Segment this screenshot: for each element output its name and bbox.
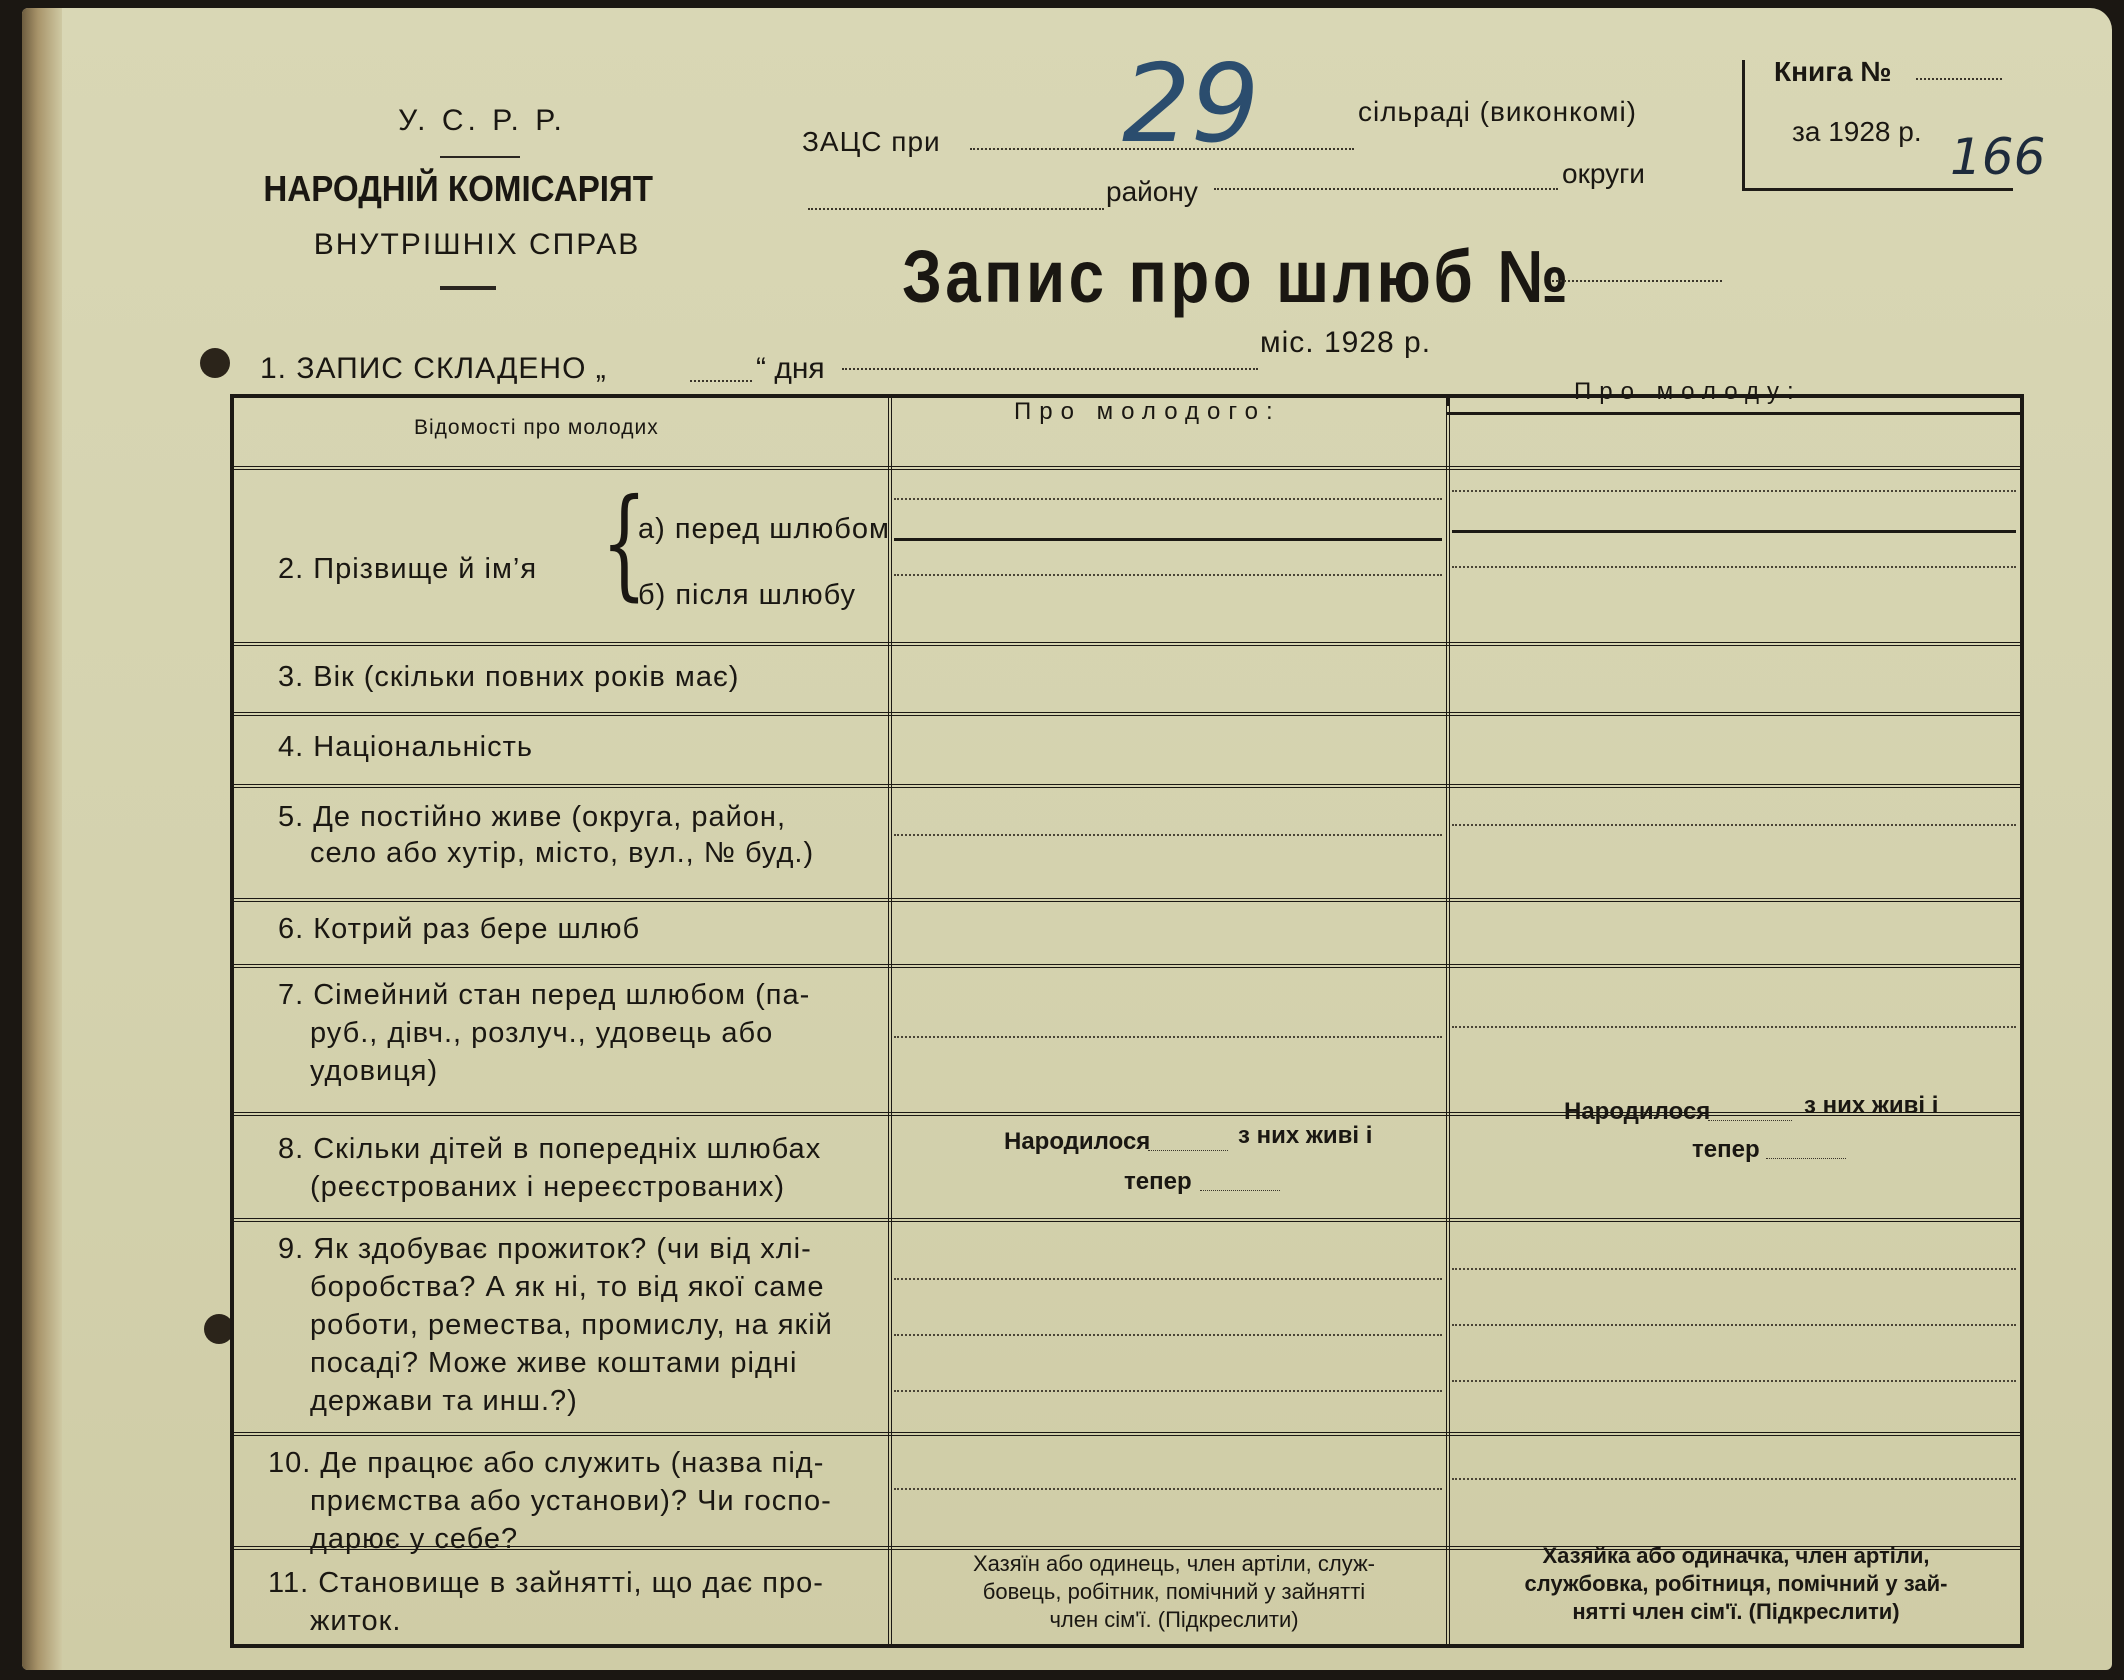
row11-line1: 11. Становище в зайнятті, що дає про- (268, 1567, 824, 1599)
book-spine (22, 8, 62, 1670)
binding-hole (200, 348, 230, 378)
record-day-field[interactable] (690, 380, 752, 382)
row-divider (234, 1112, 2020, 1116)
entry-line[interactable] (1452, 1324, 2016, 1326)
row2-before: а) перед шлюбом (638, 513, 890, 545)
entry-line[interactable] (894, 1036, 1442, 1038)
bride-children-now-field[interactable] (1766, 1158, 1846, 1159)
row11-groom-line1: Хазяїн або одинець, член артіли, служ- (973, 1551, 1375, 1576)
entry-line[interactable] (1452, 1380, 2016, 1382)
row-divider (234, 466, 2020, 470)
brace: { (601, 474, 648, 613)
entry-line[interactable] (1452, 824, 2016, 826)
handwritten-page-number: 166 (1950, 128, 2046, 186)
row9-line4: посаді? Може живе коштами рідні (310, 1347, 798, 1379)
row8-line2: (реєстрованих і нереєстрованих) (310, 1171, 786, 1203)
divider (440, 156, 520, 158)
entry-line[interactable] (894, 538, 1442, 541)
record-month-field[interactable] (842, 368, 1258, 370)
row2-after: б) після шлюбу (638, 579, 857, 611)
row7-line3: удовиця) (310, 1055, 439, 1087)
entry-line[interactable] (1452, 1268, 2016, 1270)
entry-line[interactable] (894, 574, 1442, 576)
column-divider (1446, 394, 1449, 406)
row7-line1: 7. Сімейний стан перед шлюбом (па- (278, 979, 811, 1011)
row9-line1: 9. Як здобуває прожиток? (чи від хлі- (278, 1233, 812, 1265)
entry-line[interactable] (894, 1488, 1442, 1490)
bride-children-alive: з них живі і (1804, 1092, 1939, 1119)
row-divider (234, 642, 2020, 646)
column-divider (1446, 394, 1450, 1644)
row8-line1: 8. Скільки дітей в попередніх шлюбах (278, 1133, 822, 1165)
ussr-label: У. С. Р. Р. (398, 104, 566, 137)
entry-line[interactable] (894, 498, 1442, 500)
row9-line5: держави та инш.?) (310, 1385, 578, 1417)
entry-line[interactable] (1452, 530, 2016, 533)
row11-bride-line1: Хазяйка або одиначка, член артіли, (1542, 1543, 1930, 1568)
okruha-field[interactable] (1214, 188, 1558, 190)
divider (440, 286, 496, 290)
entry-line[interactable] (894, 1390, 1442, 1392)
record-number-field[interactable] (1552, 280, 1722, 282)
entry-line[interactable] (1452, 490, 2016, 492)
entry-line[interactable] (1452, 566, 2016, 568)
handwritten-number: 29 (1122, 42, 1260, 167)
registry-page (22, 8, 2112, 1670)
row11-groom-line2: бовець, робітник, помічний у зайнятті (982, 1579, 1366, 1604)
okrugi-label: округи (1562, 158, 1645, 189)
zacs-label: ЗАЦС при (802, 126, 941, 157)
entry-line[interactable] (894, 1278, 1442, 1280)
book-year: за 1928 р. (1792, 116, 1922, 147)
row-divider (234, 964, 2020, 968)
district-field[interactable] (808, 208, 1104, 210)
row2-label: 2. Прізвище й ім’я (278, 553, 538, 585)
row11-groom-line3: член сім'ї. (Підкреслити) (1049, 1607, 1299, 1632)
book-label: Книга № (1774, 56, 1892, 87)
row-divider (1446, 412, 2020, 415)
row9-line2: боробства? А як ні, то від якої саме (310, 1271, 825, 1303)
row-divider (234, 1218, 2020, 1222)
row5-residence-line2: село або хутір, місто, вул., № буд.) (310, 837, 815, 869)
marriage-table (230, 378, 2024, 1648)
row-divider (234, 784, 2020, 788)
book-number-field[interactable] (1916, 78, 2002, 80)
row6-marriage-count: 6. Котрий раз бере шлюб (278, 913, 641, 945)
groom-children-now-field[interactable] (1200, 1190, 1280, 1191)
document-title: Запис про шлюб № (902, 235, 1572, 318)
groom-children-alive: з них живі і (1238, 1122, 1373, 1149)
groom-children-born-field[interactable] (1148, 1150, 1228, 1151)
groom-children-now: тепер (1124, 1168, 1192, 1195)
row7-line2: руб., дівч., розлуч., удовець або (310, 1017, 774, 1049)
entry-line[interactable] (1452, 1478, 2016, 1480)
row-divider (234, 712, 2020, 716)
col-groom-header: Про молодого: (1014, 398, 1281, 425)
row11-line2: житок. (310, 1605, 402, 1637)
row-divider (234, 898, 2020, 902)
raionu-label: району (1106, 176, 1198, 207)
record-day-suffix: “ дня (756, 352, 825, 385)
bride-children-now: тепер (1692, 1136, 1760, 1163)
entry-line[interactable] (1452, 1026, 2016, 1028)
row4-nationality: 4. Національність (278, 731, 534, 763)
row3-age: 3. Вік (скільки повних років має) (278, 661, 740, 693)
groom-children-born: Народилося (1004, 1128, 1151, 1155)
silrada-label: сільраді (виконкомі) (1358, 96, 1637, 127)
col-info-header: Відомості про молодих (414, 416, 659, 439)
ministry-line1: НАРОДНІЙ КОМІСАРІЯТ (263, 168, 654, 209)
bride-children-born-field[interactable] (1708, 1120, 1792, 1121)
row11-bride-line2: службовка, робітниця, помічний у зай- (1524, 1571, 1948, 1596)
entry-line[interactable] (894, 1334, 1442, 1336)
ministry-line2: ВНУТРІШНІХ СПРАВ (313, 228, 641, 261)
row10-line2: приємства або установи)? Чи госпо- (310, 1485, 832, 1517)
record-date-label: 1. ЗАПИС СКЛАДЕНО „ (260, 352, 607, 385)
row5-residence-line1: 5. Де постійно живе (округа, район, (278, 801, 787, 833)
row10-line3: дарює у себе? (310, 1523, 519, 1555)
record-month-label: міс. 1928 р. (1260, 326, 1432, 359)
row10-line1: 10. Де працює або служить (назва під- (268, 1447, 825, 1479)
entry-line[interactable] (894, 834, 1442, 836)
bride-children-born: Народилося (1564, 1098, 1711, 1125)
col-bride-header: Про молоду: (1574, 378, 1802, 405)
row-divider (234, 1432, 2020, 1436)
column-divider (888, 398, 892, 1644)
row9-line3: роботи, ремества, промислу, на якій (310, 1309, 833, 1341)
row11-bride-line3: нятті член сім'ї. (Підкреслити) (1572, 1599, 1900, 1624)
